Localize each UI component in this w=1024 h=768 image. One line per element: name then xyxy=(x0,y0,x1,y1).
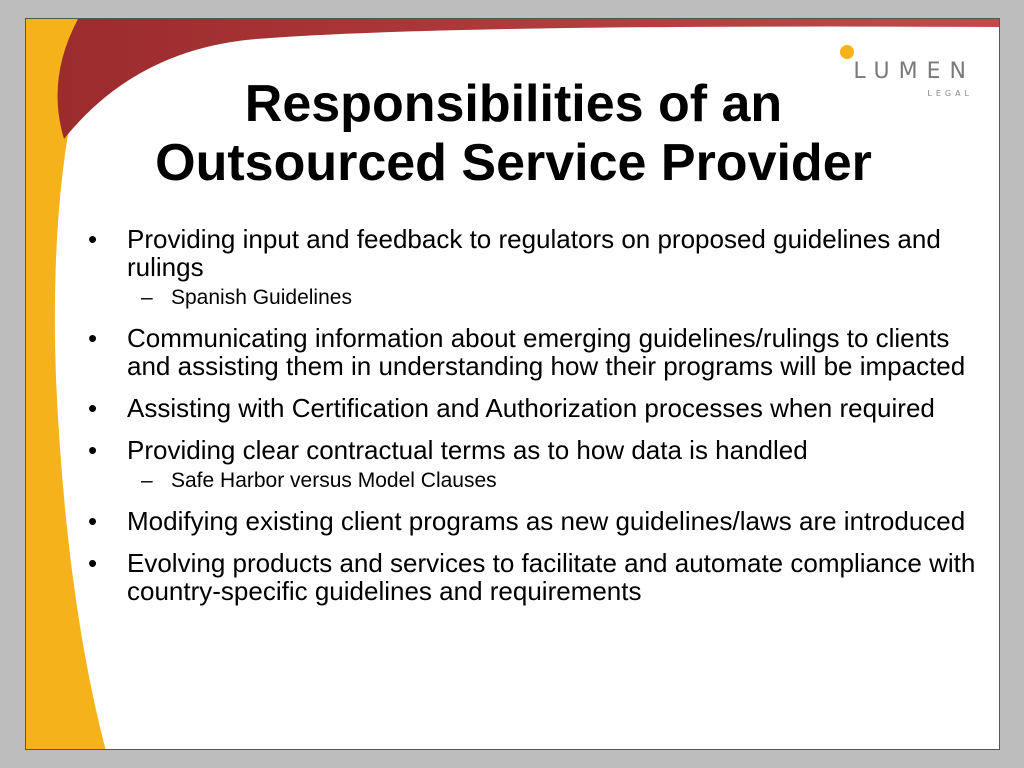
bullet-label: Modifying existing client programs as new guidelines/laws are introduced xyxy=(127,506,966,536)
bullet-label: Providing input and feedback to regulators on proposed guidelines and rulings xyxy=(127,224,941,282)
bullet-dot-icon: • xyxy=(88,393,98,423)
sub-bullet-item xyxy=(125,285,978,310)
bullet-text xyxy=(88,549,978,605)
title-line-1: Responsibilities of an xyxy=(244,75,783,133)
sub-bullet-item xyxy=(125,468,978,493)
bullet-label: Communicating information about emerging guidelines/rulings to clients and assisting them in understanding how their programs will be impacted xyxy=(127,323,966,381)
slide-title xyxy=(86,75,941,193)
bullet-text xyxy=(88,324,978,380)
bullet-dot-icon: • xyxy=(88,435,98,465)
bullet-item xyxy=(88,225,978,310)
sub-bullet-label: Safe Harbor versus Model Clauses xyxy=(171,469,497,492)
bullet-text xyxy=(88,225,978,281)
bullet-item xyxy=(88,436,978,493)
bullet-label: Assisting with Certification and Authorization processes when required xyxy=(127,393,935,423)
bullet-dot-icon: • xyxy=(88,224,98,254)
bullet-list xyxy=(88,225,978,619)
bullet-dot-icon: • xyxy=(88,323,98,353)
bullet-dot-icon: • xyxy=(88,548,98,578)
bullet-item xyxy=(88,394,978,422)
bullet-label: Providing clear contractual terms as to how data is handled xyxy=(127,435,808,465)
logo-subtitle: LEGAL xyxy=(927,89,973,98)
logo-dot-icon xyxy=(840,45,854,59)
bullet-item xyxy=(88,507,978,535)
bullet-dot-icon: • xyxy=(88,506,98,536)
bullet-text xyxy=(88,436,978,464)
bullet-label: Evolving products and services to facilitate and automate compliance with country-specific guidelines and requirements xyxy=(127,548,976,606)
sub-bullet-label: Spanish Guidelines xyxy=(171,286,352,309)
logo-word: LUMEN xyxy=(853,59,975,84)
sub-bullet-dash-icon: – xyxy=(141,286,153,309)
bullet-item xyxy=(88,324,978,380)
bullet-text xyxy=(88,394,978,422)
slide xyxy=(25,18,1000,750)
bullet-text xyxy=(88,507,978,535)
sub-bullet-dash-icon: – xyxy=(141,469,153,492)
title-line-2: Outsourced Service Provider xyxy=(155,134,872,192)
bullet-item xyxy=(88,549,978,605)
